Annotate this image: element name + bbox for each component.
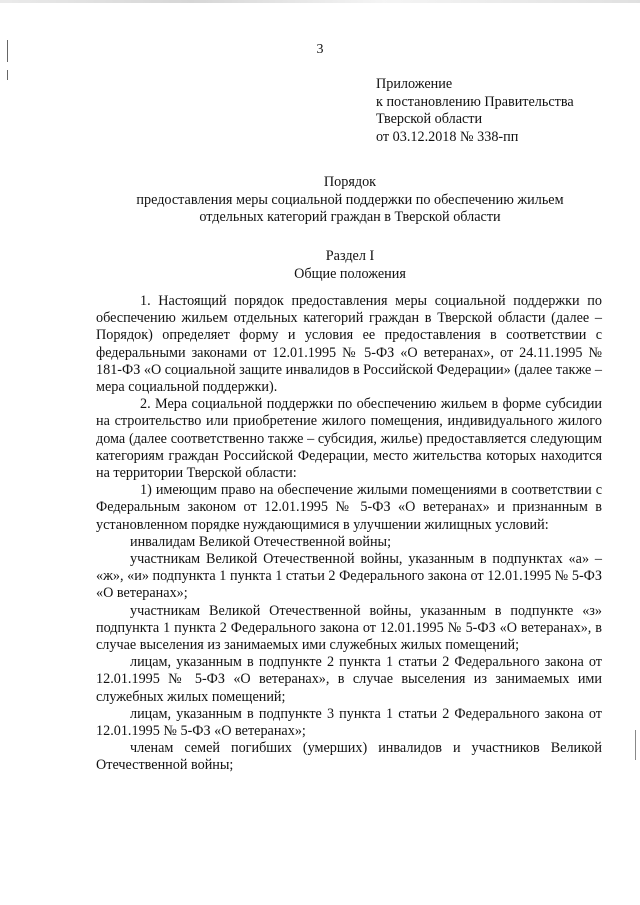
paragraph: лицам, указанным в подпункте 2 пункта 1 статьи 2 Федерального закона от 12.01.1995 № 5-ФЗ «О ветеранах», в случае выселения из занимаемых ими служебных жилых помещений; <box>96 654 602 705</box>
document-title <box>96 174 604 227</box>
appendix-line: Тверской области <box>376 111 483 127</box>
paragraph: 1. Настоящий порядок предоставления меры социальной поддержки по обеспечению жильем отдельных категорий граждан в Тверской области (далее – Порядок) определяет форму и условия ее предоставления в соответствии с федеральными законами от 12.01.1995 № 5-ФЗ «О ветеранах», от 24.11.1995 № 181-ФЗ «О социальной защите инвалидов в Российской Федерации» (далее также – мера социальной поддержки). <box>96 293 602 396</box>
paragraph: 2. Мера социальной поддержки по обеспечению жильем в форме субсидии на строительство или приобретение жилого помещения, индивидуального жилого дома (далее соответственно также – субсидия, жилье) предоставляется следующим категориям граждан Российской Федерации, место жительства которых находится на территории Тверской области: <box>96 396 602 482</box>
appendix-line: Приложение <box>376 76 453 92</box>
paragraph: инвалидам Великой Отечественной войны; <box>130 533 392 550</box>
document-body <box>96 293 602 775</box>
paragraph: членам семей погибших (умерших) инвалидов и участников Великой Отечественной войны; <box>96 740 602 774</box>
appendix-line: к постановлению Правительства <box>376 93 574 110</box>
appendix-block <box>376 76 626 146</box>
paragraph: участникам Великой Отечественной войны, указанным в подпункте «з» подпункта 1 пункта 2 Федерального закона от 12.01.1995 № 5-ФЗ «О ветеранах», в случае выселения из занимаемых ими служебных жилых помещений; <box>96 602 602 654</box>
section-heading <box>96 248 604 283</box>
paragraph: лицам, указанным в подпункте 3 пункта 1 статьи 2 Федерального закона от 12.01.1995 № 5-ФЗ «О ветеранах»; <box>96 705 602 740</box>
paragraph: 1) имеющим право на обеспечение жилыми помещениями в соответствии с Федеральным законом от 12.01.1995 № 5-ФЗ «О ветеранах» и признанным в установленном порядке нуждающимися в улучшении жилищных условий: <box>96 482 602 533</box>
title-line: отдельных категорий граждан в Тверской области <box>199 209 501 225</box>
title-line: предоставления меры социальной поддержки по обеспечению жильем <box>136 191 564 208</box>
title-heading: Порядок <box>323 174 377 190</box>
section-name: Общие положения <box>294 265 406 282</box>
scan-left-mark <box>7 70 8 80</box>
section-number: Раздел I <box>325 248 375 264</box>
paragraph: участникам Великой Отечественной войны, указанным в подпунктах «а» – «ж», «и» подпункта 1 пункта 1 статьи 2 Федерального закона от 12.01.1995 № 5-ФЗ «О ветеранах»; <box>96 551 602 602</box>
page-number: 3 <box>316 42 324 57</box>
scan-top-edge <box>0 0 640 3</box>
appendix-line: от 03.12.2018 № 338-пп <box>376 128 519 145</box>
scan-right-mark <box>635 730 636 760</box>
